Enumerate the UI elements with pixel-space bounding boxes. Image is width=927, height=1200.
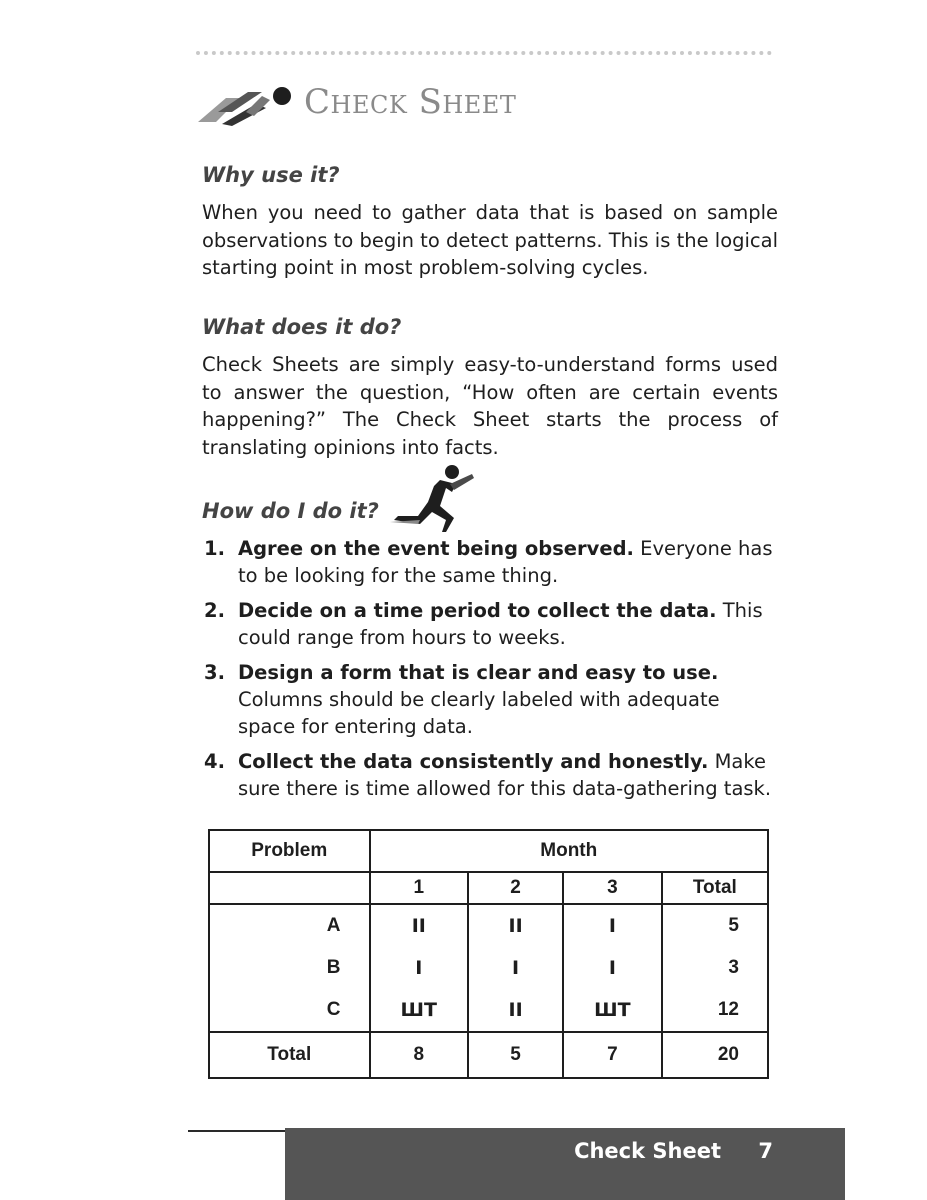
- problem-cell: B: [209, 947, 370, 989]
- tally-cell: II: [370, 904, 468, 947]
- totals-row: [209, 1032, 768, 1078]
- footer-bar: [285, 1128, 845, 1200]
- header-problem-blank: [209, 872, 370, 904]
- step-item: [204, 659, 780, 740]
- step-text: This could range from hours to weeks.: [238, 599, 763, 649]
- what-heading: What does it do?: [202, 315, 402, 339]
- header-month-2: 2: [468, 872, 563, 904]
- month-total-cell: 5: [468, 1032, 563, 1078]
- tally-cell: ШΤ: [563, 989, 661, 1032]
- why-heading: Why use it?: [202, 163, 340, 187]
- row-total-cell: 12: [662, 989, 768, 1032]
- runner-icon: [390, 462, 480, 534]
- footer-section-label: Check Sheet: [574, 1139, 721, 1163]
- table-row: [209, 989, 768, 1032]
- step-item: [204, 597, 780, 651]
- runner-arrows-logo-icon: [196, 78, 292, 128]
- header-month-3: 3: [563, 872, 661, 904]
- row-total-cell: 5: [662, 904, 768, 947]
- top-dotted-rule: [196, 51, 772, 55]
- step-item: [204, 748, 780, 802]
- page-title: Check Sheet: [304, 82, 517, 122]
- footer-rule: [188, 1130, 286, 1132]
- tally-cell: I: [468, 947, 563, 989]
- table-row: [209, 947, 768, 989]
- tally-cell: II: [468, 989, 563, 1032]
- check-sheet-table: [208, 829, 769, 1079]
- step-number: 1.: [204, 537, 225, 560]
- step-number: 4.: [204, 750, 225, 773]
- header-month: Month: [370, 830, 768, 872]
- problem-cell: C: [209, 989, 370, 1032]
- step-heading: Agree on the event being observed.: [238, 537, 634, 560]
- table-row: [209, 904, 768, 947]
- step-heading: Design a form that is clear and easy to use.: [238, 661, 719, 684]
- tally-cell: I: [370, 947, 468, 989]
- what-body: Check Sheets are simply easy-to-understand forms used to answer the question, “How often are certain events happening?” The Check Sheet starts the process of translating opinions into facts.: [202, 353, 778, 459]
- step-text: Everyone has to be looking for the same thing.: [238, 537, 773, 587]
- how-steps: [204, 535, 780, 810]
- step-text: Columns should be clearly labeled with adequate space for entering data.: [238, 688, 720, 738]
- month-total-cell: 8: [370, 1032, 468, 1078]
- step-number: 2.: [204, 599, 225, 622]
- total-label: Total: [209, 1032, 370, 1078]
- page-number: 7: [758, 1139, 773, 1163]
- grand-total-cell: 20: [662, 1032, 768, 1078]
- step-number: 3.: [204, 661, 225, 684]
- row-total-cell: 3: [662, 947, 768, 989]
- step-heading: Decide on a time period to collect the data.: [238, 599, 717, 622]
- tally-cell: I: [563, 904, 661, 947]
- header-total: Total: [662, 872, 768, 904]
- step-item: [204, 535, 780, 589]
- step-text: Make sure there is time allowed for this data-gathering task.: [238, 750, 772, 800]
- problem-cell: A: [209, 904, 370, 947]
- month-total-cell: 7: [563, 1032, 661, 1078]
- how-heading: How do I do it?: [202, 499, 379, 523]
- tally-cell: II: [468, 904, 563, 947]
- why-body: When you need to gather data that is based on sample observations to begin to detect patterns. This is the logical starting point in most problem-solving cycles.: [202, 201, 779, 279]
- tally-cell: I: [563, 947, 661, 989]
- tally-cell: ШΤ: [370, 989, 468, 1032]
- header-month-1: 1: [370, 872, 468, 904]
- header-problem: Problem: [209, 830, 370, 872]
- step-heading: Collect the data consistently and honestly.: [238, 750, 709, 773]
